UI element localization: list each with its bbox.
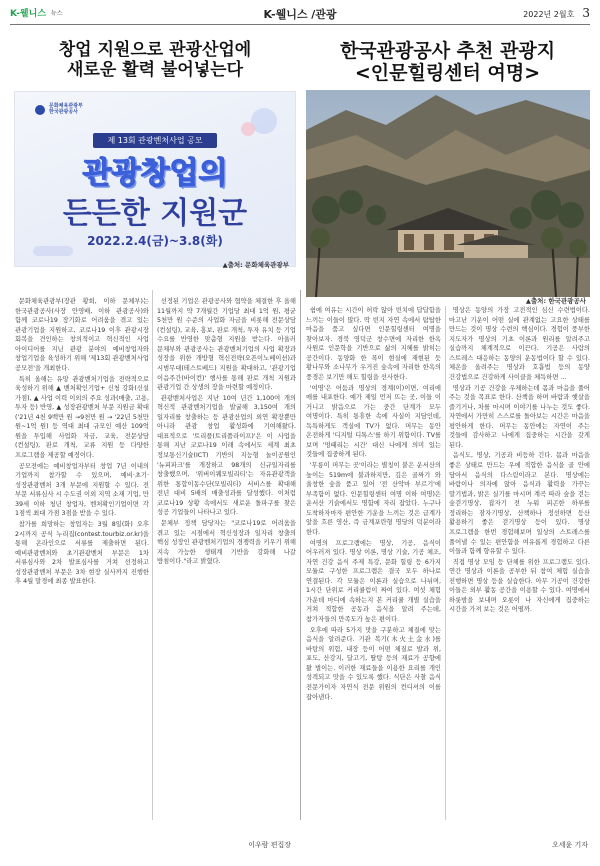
article-divider <box>300 290 301 820</box>
headline-line: 새로운 활력 불어넣는다 <box>66 60 244 81</box>
paragraph: 참가를 희망하는 창업자는 3월 8일(화) 오후 2시까지 공식 누리집(contest.tourbiz.or.kr)을 통해 온라인으로 서류를 제출하면 된다. 예비관광벤처와 초기관광벤처 부문은 1차 서류심사와 2차 발표심사를 거쳐 선정하고 성장관광벤처 부문은 3차 현장 실사까지 진행한 후 4월 말경에 최종 발표한다. <box>15 520 149 586</box>
right-article-column-2 <box>449 306 590 828</box>
left-article-column-2 <box>157 297 296 819</box>
poster-title-line1: 관광창업의 <box>82 156 228 191</box>
paragraph: 명상은 동양의 가장 고전적인 심신 수련법이다. 마고난 기운이 어떤 실에 관계없는 고요한 상태를 만드는 것이 명상 수련의 핵심이다. 경험이 풍부한 지도자가 명상의 기초 이론과 원리를 알려주고 실습까지 체계적으로 이끈다. 기공은 사람의 스트레스 대응하는 동양의 운동법이다 할 수 있다. 체온을 올려주는 명상과 호흡법 등의 동양 건강법으로 건강하게 사이클을 체득하면 ... <box>449 307 590 381</box>
paragraph: 직접 명상 모임 등 단체를 위한 프로그램도 있다. 연간 명상과 이론을 공부한 뒤 참여 체험 실습을 진행하면 명상 등을 실습한다. 아무 기공이 건강한 이들은 외부 활동 공간을 이용할 수 있다. 여명에서 하룻밤을 보내며 오롯이 나 자신에게 집중하는 시간을 가져 보는 것은 어떨까. <box>449 558 590 614</box>
paragraph: 특히 올해는 유망 관광벤처기업을 전략적으로 육성하기 위해 ▲ 벤처확인기업+ 신청 강화(신설 가점), ▲ 사업 이력 이외의 주요 성과(매출, 고용, 투자 등) 반영, ▲ 성장관광벤처 부문 지원금 확대('21년 4천 9백만 원 →9천만 원 → '22년 5천만 원~1억 원) 등 역대 최대 규모인 예산 109억 원을 투입해 사업화 자금, 교육, 전문상담(컨설팅), 판로 개척, 교류 지원 등 다양한 프로그램을 제공할 예정이다. <box>15 375 149 459</box>
left-article-headline <box>15 40 295 80</box>
poster-date: 2022.2.4(금)~3.8(화) <box>87 234 223 248</box>
column-divider <box>445 306 446 820</box>
paragraph: 문화체육관광부(장관 황희, 이하 문체부)는 한국관광공사(사장 안영배, 이하 관광공사)와 함께 코로나19 장기화로 어려움을 겪고 있는 관광기업을 지원하고, 코로나19 이후 관광시장 회복을 견인하는 창의적이고 혁신적인 사업 아이디어를 지닌 관광 분야의 예비창업자와 창업기업을 육성하기 위해 '제13회 관광벤처사업 공모전'을 개최한다. <box>15 298 149 372</box>
right-article-byline: 오세윤 기자 <box>551 841 588 849</box>
paragraph: '여명'은 어둠과 명상의 경계(이)이면, 여리에 매를 내포한다. 예가 제일 먼저 뜨는 곳, 이들 이 거니고 밝음으로 가는 중간 단계가 모두 여명이다. 특히 통휴한 속에 사실이 지담인데, 독특하게도 객실에 TV가 없다. 머무는 동안 온전하게 '디지털 디톡스'를 하기 위함이다. TV를 보며 '멍때리는 시간' 대신 나에게 의미 있는 것들에 집중하게 된다. <box>306 384 441 459</box>
logo-text: K-웰니스 <box>10 9 47 19</box>
headline-line: <인문힐링센터 여명> <box>354 62 541 85</box>
headline-line: 한국관광공사 추천 관광지 <box>339 40 556 62</box>
mountain-hanok-illustration <box>306 90 590 297</box>
ministry-logo-icon <box>35 105 45 115</box>
paragraph: 공모전에는 예비창업자부터 창업 7년 이내의 기업까지 참가할 수 있으며, 예비·초기·성장관광벤처 3개 부문에 지원할 수 있다. 전 부문 서류심사 시 수도권 이외 지역 소재 기업, 만 39세 이하 청년 창업자, 벤처확인기업이면 각 1점씩 최대 가점 3점을 받을 수 있다. <box>15 462 149 518</box>
logo-subtitle: 뉴스 <box>51 10 63 17</box>
paragraph: '무릉이 머무는 곳'이라는 별칭이 붙은 운서산의 높이는 519m에 불과하지만, 깊은 골짜기 와 울창한 숲을 품고 있어 '전 산악마 부르기'에 부족함이 없다. 인문힐링센터 여명 이하 여명)은 운서산 기슭에서도 명함에 자리 잡았다. 누구나 도착하자마자 편안한 기운을 느끼는 것은 급계가 앞을 흐른 영산, 즉 금계포란형 명당의 덕분이라 한다. <box>306 462 441 536</box>
poster-label <box>15 128 295 148</box>
poster-logo-line: 한국관광공사 <box>49 108 78 115</box>
paragraph: 쉼에 여유는 시간이 허락 않아 빈치에 답답함을 느끼는 이들이 많다. 딱 빈지 자연 속에서 탐탑한 마음을 품고 싶다면 인문힐링센터 여명을 찾아보자. 경북 영덕군 창수면에 자리한 한옥 사원로 인문학을 기반으로 삶의 지혜를 밝히는 공간이다. 동양화 한 폭이 현실에 재현된 듯 황나무와 소나무가 우거진 숲속에 자리한 한옥의 풍경은 보기만 해도 힐링을 선사한다. <box>306 307 441 381</box>
right-article-column-1 <box>306 306 441 828</box>
paragraph: 문체부 정책 담당자는 "코로나19로 어려움을 겪고 있는 시점에서 혁신성장과 일자리 창출의 핵심 성장인 관광벤처기업의 경쟁력을 키우기 위해 지속 가능한 생태계 기반을 강화해 나갈 방침이다."라고 밝혔다. <box>157 519 296 566</box>
column-divider <box>152 290 153 820</box>
issue-date: 2022년 2월호 <box>523 10 575 19</box>
paragraph: 관광벤처사업은 지난 10여 년간 1,100여 개의 혁신적 관광벤처기업을 발굴해 3,150여 개의 일자리를 창출하는 등 관광산업의 외연 확장뿐만 아니라 관광 창업 활성화에 기여해왔다. 대표적으로 '트리플(트리플라이프)'은 이 사업을 통해 지난 코로나19 이래 속에서도 세계 최초 정보통신기술(ICT) 기반의 지능형 놀이공원인 '뉴피파크'를 개장하고 98개의 신규일자리를 창출했으며, '위버이퀘모빌리티'는 자유관광객을 위한 통합이동수단(모빌리티) 서비스를 확대해 전년 대비 5배의 매출성과를 달성했다. 이처럼 코로나19 상황 속에서도 새로운 돌파구를 찾은 성공 기업들이 나타나고 있다. <box>157 394 296 517</box>
issue-info <box>523 6 590 20</box>
image-credit: ▲출처: 문화체육관광부 <box>222 261 289 269</box>
poster-logo <box>35 104 83 115</box>
contest-poster-image <box>14 91 296 267</box>
poster-title-line2: 든든한 지원군 <box>62 196 248 231</box>
poster-logo-line: 문화체육관광부 <box>49 103 83 109</box>
header-divider <box>10 24 590 25</box>
healing-center-photo <box>306 90 590 297</box>
headline-line: 창업 지원으로 관광산업에 <box>58 40 252 60</box>
poster-label-text: 제 13회 관광벤처사업 공모 <box>93 133 216 148</box>
right-article-headline <box>305 40 590 85</box>
paragraph: 오후에 따라 5가지 맛을 구분하고 체질에 맞는 음식을 알려준다. 기관 복기(木火土金水)를 바탕의 위험, 내장 등이 어떤 체질로 발과 위, 포도, 산강지, 달고기, 딸탕 등의 재료가 공향에 왔 벌이는. 이러한 재료들을 이용한 요리를 개인 성격되고 맛을 수 있도록 했다. 식단은 사찰 음식 전문가이자 자연식 전문 위원의 컨디셔의 이를 잡아낸다. <box>306 626 441 701</box>
paragraph: 명상과 기공 건강을 우체하는데 몸과 마음을 풀어 주는 것을 목표로 한다. 산책을 하며 바람과 햇살을 즐기거나, 차를 마시며 이야기를 나누는 것도 좋다. 자연에서 가만히 스스로를 돌아보는 시간은 마음을 평안하게 한다. 머무는 동안에는 자연이 주는 것들에 감사하고 나에게 집중하는 시간을 갖게 된다. <box>449 384 590 449</box>
paragraph: 음식도, 명상, 기공과 비등하 긴다. 몸과 마음을 좋은 상태로 만드는 우에 적합한 음식을 골 안에 담아서 음식의 다스림이라고 본다. 명상에는 바람이나 의자에 앉아 음식과 활력을 가꾸는 말기법과, 밝은 실기를 마시며 계곡 따라 숲을 걷는 숲걷기명상, 잡자기 전 누워 피곤한 하루를 정리하는 잠자기명상, 산책하나 정선하면 등산 활용하기 좋은 걷기명상 등이 있다. 명상 프로그램을 한번 경험해보며 일상의 스트레스를 풀어낼 수 있는 편안함을 여유롭게 경험하고 다른 이들과 함께 향유할 수 있다. <box>449 452 590 556</box>
section-title: K-웰니스 /관광 <box>263 8 337 21</box>
page-header <box>10 6 590 24</box>
image-credit: ▲출처: 한국관광공사 <box>525 297 586 305</box>
poster-logo-text <box>49 104 83 115</box>
paragraph: 여명의 프로그램에는 명상, 기공, 음식이 어우러져 있다. 명상 이론, 명상 기술, 기공 체조, 자연 건강 음식 주제 특강, 문화 힐링 등 6가지 모듈로 구성한 프로그램은 결국 모두 하나로 연결된다. 각 모듈은 이론과 실습으로 나뉘며, 1시간 단위로 커리큘럼이 짜여 있다. 여섯 체험 가운데 마디에 속하는지 본 커리큘 개별 실습을 거쳐 적합한 공동과 음식을 알려 주는데, 참가자들의 만족도가 높은 편이다. <box>306 539 441 623</box>
left-article-column-1 <box>15 297 149 819</box>
paragraph: 선정된 기업은 관광공사와 협약을 체결한 후 올해 11월까지 약 7개월간 기업당 최대 1억 원, 평균 5천만 원 수준의 사업화 자금을 비롯해 전문상담(컨설팅), 교육, 홍보, 판로 개척, 투자 유치 등 기업 수요를 반영한 맞춤형 지원을 받는다. 아울러 문체부와 관광공사는 관광벤처기업의 사업 확장과 성장을 위한 개방형 혁신전략(오픈이노베이션)과 시범무대(테스트베드) 지원을 확대하고, '관광기업 이음주간(바이컨)' 행사를 통해 판로 개척 지원과 관광기업 간 상생의 장을 마련할 예정이다. <box>157 298 296 392</box>
left-article-byline: 이우람 편집장 <box>248 841 291 849</box>
page-number: 3 <box>582 6 590 20</box>
